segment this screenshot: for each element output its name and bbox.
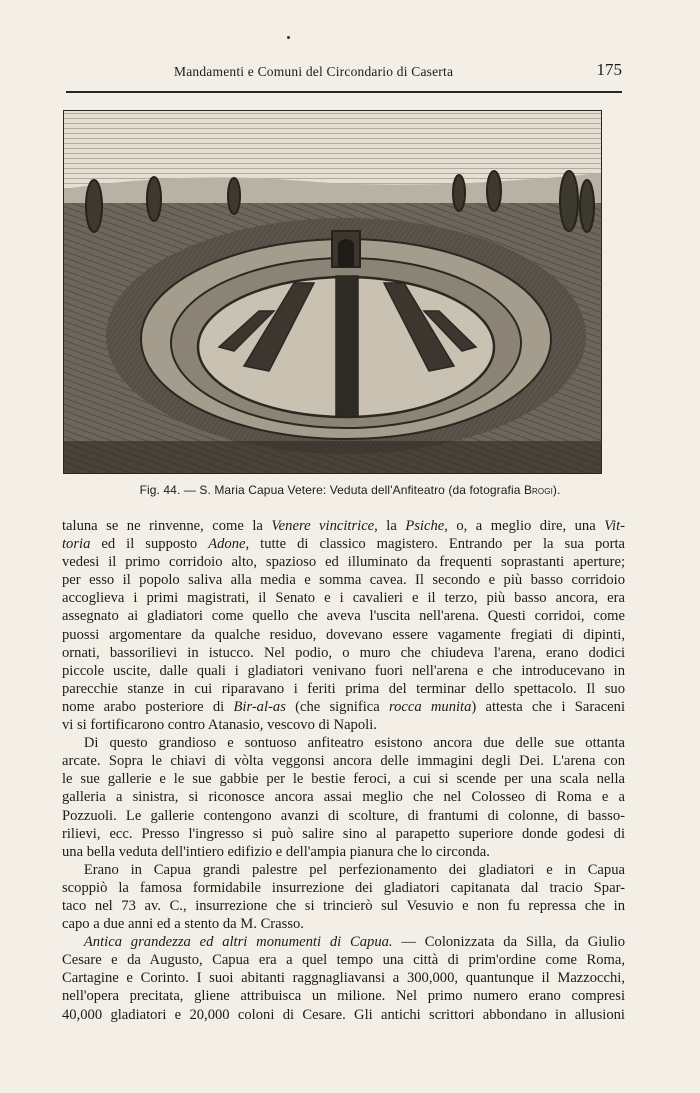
text-line	[62, 843, 625, 861]
text-line	[62, 969, 625, 987]
text-run: (che significa	[285, 698, 389, 715]
italic-text: Bir-al-as	[233, 698, 286, 715]
text-line	[62, 861, 625, 879]
text-run: taluna se ne rinvenne, come la	[62, 518, 272, 534]
text-run: scoppiò la famosa formidabile insurrezione dei gladiatori capitanata dal tracio Spar-	[62, 879, 625, 896]
amphitheater-figure	[63, 110, 602, 474]
text-run: ornati, bassorilievi in istucco. Nel podio, o muro che chiudeva l'arena, erano dodici	[62, 644, 625, 661]
text-run: , o, a meglio dire, una	[444, 518, 605, 534]
text-run: 40,000 gladiatori e 20,000 coloni di Cesare. Gli antichi scrittori abbondano in allusioni	[62, 1006, 625, 1023]
caption-credit: Brogi	[523, 483, 553, 497]
text-line	[62, 1006, 625, 1024]
text-line	[62, 825, 625, 843]
header-rule	[66, 91, 622, 93]
text-line	[62, 553, 625, 571]
text-run: piccole uscite, dalle quali i gladiatori venivano fuori nell'arena e che introducevano in	[62, 662, 625, 679]
text-line	[62, 680, 625, 698]
page-speck	[287, 36, 290, 39]
text-line	[62, 987, 625, 1005]
text-run: assegnato ai gladiatori come quello che aveva l'uscita nell'arena. Questi corridoi, come	[62, 608, 625, 625]
text-run: parecchie stanze in cui riparavano i feriti prima del terminar dello spettacolo. Il suo	[62, 680, 625, 697]
text-line	[62, 589, 625, 607]
italic-text: Vit-	[604, 518, 626, 534]
caption-main: Fig. 44. — S. Maria Capua Vetere: Veduta dell'Anfiteatro (da fotografia	[139, 483, 524, 497]
text-line	[62, 698, 625, 716]
text-line	[62, 807, 625, 825]
text-line	[62, 626, 625, 644]
text-run: — Colonizzata da Silla, da Giulio	[392, 934, 625, 951]
text-run: vi si fortificarono contro Atanasio, vescovo di Napoli.	[62, 717, 377, 734]
figure-caption	[40, 483, 660, 497]
text-line	[62, 788, 625, 806]
amphitheater-engraving-icon	[64, 111, 601, 473]
running-title: Mandamenti e Comuni del Circondario di Caserta	[174, 64, 454, 79]
text-line	[62, 752, 625, 770]
italic-text: rocca munita	[388, 698, 472, 715]
page-header	[66, 60, 622, 84]
text-run: Cesare e da Augusto, Capua era a quel tempo una città di prim'ordine come Roma,	[62, 952, 625, 969]
text-line	[62, 770, 625, 788]
text-run: vedesi il primo corridoio alto, spazioso ed illuminato da frequenti soprastanti aperture;	[62, 554, 625, 571]
text-line	[62, 716, 625, 734]
page-number: 175	[596, 60, 622, 79]
text-line	[62, 734, 625, 752]
text-run: per esso il popolo saliva alla media e somma cavea. Il secondo e più basso corridoio	[62, 572, 625, 589]
italic-text: Venere vincitrice	[271, 518, 375, 534]
text-line	[62, 517, 625, 535]
italic-text: Psiche	[405, 518, 445, 534]
text-run: nell'opera precitata, gliene attribuisca un milione. Nel primo numero erano compresi	[62, 988, 625, 1005]
italic-text: Adone	[208, 536, 246, 553]
text-line	[62, 571, 625, 589]
text-line	[62, 607, 625, 625]
text-line	[62, 879, 625, 897]
text-run: accoglieva i primi magistrati, il Senato e i cavalieri e il terzo, più basso ancora, era	[62, 590, 625, 607]
text-run: galleria a sinistra, si riconosce ancora assai meglio che nel Colosseo di Roma e a	[62, 789, 625, 806]
text-run: Di questo grandioso e sontuoso anfiteatro esistono ancora due delle sue ottanta	[62, 735, 625, 752]
text-run: Erano in Capua grandi palestre pel perfezionamento dei gladiatori e in Capua	[62, 861, 625, 878]
text-line	[62, 915, 625, 933]
text-line	[62, 662, 625, 680]
text-run: nome arabo posteriore di	[62, 698, 234, 715]
text-run: una bella veduta dell'intiero edifizio e dell'ampia pianura che lo circonda.	[62, 843, 490, 860]
text-run: capo a due anni ed a stento da M. Crasso.	[62, 916, 304, 933]
text-run: arcate. Sopra le chiavi di vòlta veggonsi ancora delle immagini degli Dei. L'arena con	[62, 753, 625, 770]
text-run: taco nel 73 av. C., insurrezione che si trincierò sul Vesuvio e non fu repressa che in	[62, 897, 625, 914]
text-line	[62, 897, 625, 915]
text-run	[62, 934, 84, 950]
caption-end: ).	[552, 483, 561, 497]
text-line	[62, 535, 625, 553]
italic-text: Antica grandezza ed altri monumenti di Capua.	[83, 934, 393, 951]
text-run: ed il supposto	[90, 536, 209, 553]
text-run: , la	[374, 518, 406, 534]
body-text	[62, 517, 625, 1024]
text-run: , tutte di classico magistero. Entrando per la sua porta	[245, 536, 625, 553]
text-run: le sue gallerie e le sue gabbie per le bestie feroci, a cui si scende per una scala nella	[62, 771, 625, 788]
text-run: Pozzuoli. Le gallerie contengono avanzi di scolture, di frantumi di colonne, di basso-	[62, 807, 625, 824]
text-line	[62, 933, 625, 951]
italic-text: toria	[62, 536, 91, 553]
text-run: puossi argomentare da qualche residuo, dovevano essere vagamente fregiati di dipinti,	[62, 626, 625, 643]
text-line	[62, 951, 625, 969]
text-run: Cartagine e Corinto. I suoi abitanti raggnagliavansi a 300,000, quantunque il Mazzocchi,	[62, 970, 625, 987]
text-line	[62, 644, 625, 662]
text-run: ) attesta che i Saraceni	[471, 698, 626, 715]
text-run: rilievi, ecc. Presso l'ingresso si può salire sino al parapetto superiore donde godesi di	[62, 825, 625, 842]
